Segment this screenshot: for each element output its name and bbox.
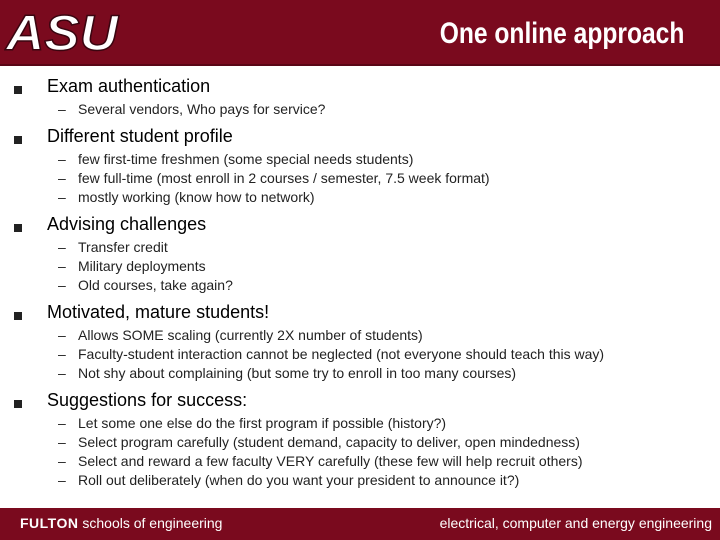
header-bar — [0, 0, 720, 64]
bullet-label: Suggestions for success: — [47, 390, 248, 410]
square-bullet-icon — [14, 86, 22, 94]
sub-bullet-label: few full-time (most enroll in 2 courses / semester, 7.5 week format) — [78, 170, 490, 186]
footer-brand-rest: schools of engineering — [82, 515, 223, 531]
dash-bullet-icon: – — [58, 365, 66, 381]
sub-bullet-item — [0, 434, 720, 453]
bullet-item — [0, 390, 720, 412]
dash-bullet-icon: – — [58, 415, 66, 431]
footer-bar — [0, 508, 720, 540]
sub-bullet-item — [0, 365, 720, 384]
bullet-item — [0, 76, 720, 98]
dash-bullet-icon: – — [58, 170, 66, 186]
dash-bullet-icon: – — [58, 434, 66, 450]
square-bullet-icon — [14, 312, 22, 320]
logo-text: ASU — [4, 6, 120, 58]
sub-bullet-item — [0, 101, 720, 120]
dash-bullet-icon: – — [58, 327, 66, 343]
sub-bullet-label: few first-time freshmen (some special needs students) — [78, 151, 414, 167]
bullet-item — [0, 126, 720, 148]
footer-brand-name: FULTON — [20, 515, 79, 531]
bullet-item — [0, 214, 720, 236]
square-bullet-icon — [14, 400, 22, 408]
bullet-label: Different student profile — [47, 126, 233, 146]
sub-bullet-label: Not shy about complaining (but some try to enroll in too many courses) — [78, 365, 517, 381]
sub-bullet-label: Transfer credit — [78, 239, 168, 255]
square-bullet-icon — [14, 224, 22, 232]
sub-bullet-item — [0, 472, 720, 491]
dash-bullet-icon: – — [58, 472, 66, 488]
sub-bullet-item — [0, 453, 720, 472]
footer-brand — [20, 515, 222, 531]
header-divider — [0, 64, 720, 66]
sub-bullet-item — [0, 415, 720, 434]
sub-bullet-label: Roll out deliberately (when do you want your president to announce it?) — [78, 472, 520, 488]
dash-bullet-icon: – — [58, 239, 66, 255]
sub-bullet-item — [0, 170, 720, 189]
bullet-item — [0, 302, 720, 324]
sub-bullet-item — [0, 258, 720, 277]
dash-bullet-icon: – — [58, 277, 66, 293]
sub-bullet-label: Select and reward a few faculty VERY carefully (these few will help recruit others) — [78, 453, 583, 469]
sub-bullet-item — [0, 239, 720, 258]
sub-bullet-item — [0, 189, 720, 208]
bullet-label: Motivated, mature students! — [47, 302, 270, 322]
sub-bullet-label: Military deployments — [78, 258, 206, 274]
bullet-list — [0, 70, 720, 491]
sub-bullet-label: Old courses, take again? — [78, 277, 233, 293]
sub-bullet-label: Let some one else do the first program if possible (history?) — [78, 415, 447, 431]
bullet-label: Advising challenges — [47, 214, 207, 234]
dash-bullet-icon: – — [58, 453, 66, 469]
sub-bullet-item — [0, 327, 720, 346]
square-bullet-icon — [14, 136, 22, 144]
dash-bullet-icon: – — [58, 258, 66, 274]
bullet-label: Exam authentication — [47, 76, 211, 96]
page-title: One online approach — [439, 17, 684, 50]
dash-bullet-icon: – — [58, 346, 66, 362]
footer-department: electrical, computer and energy engineering — [439, 515, 712, 531]
sub-bullet-label: Allows SOME scaling (currently 2X number of students) — [78, 327, 423, 343]
sub-bullet-label: Several vendors, Who pays for service? — [78, 101, 326, 117]
sub-bullet-item — [0, 346, 720, 365]
asu-logo — [4, 6, 122, 58]
sub-bullet-label: Faculty-student interaction cannot be neglected (not everyone should teach this way) — [78, 346, 605, 362]
dash-bullet-icon: – — [58, 101, 66, 117]
sub-bullet-item — [0, 277, 720, 296]
sub-bullet-label: Select program carefully (student demand, capacity to deliver, open mindedness) — [78, 434, 580, 450]
dash-bullet-icon: – — [58, 151, 66, 167]
dash-bullet-icon: – — [58, 189, 66, 205]
sub-bullet-item — [0, 151, 720, 170]
sub-bullet-label: mostly working (know how to network) — [78, 189, 315, 205]
